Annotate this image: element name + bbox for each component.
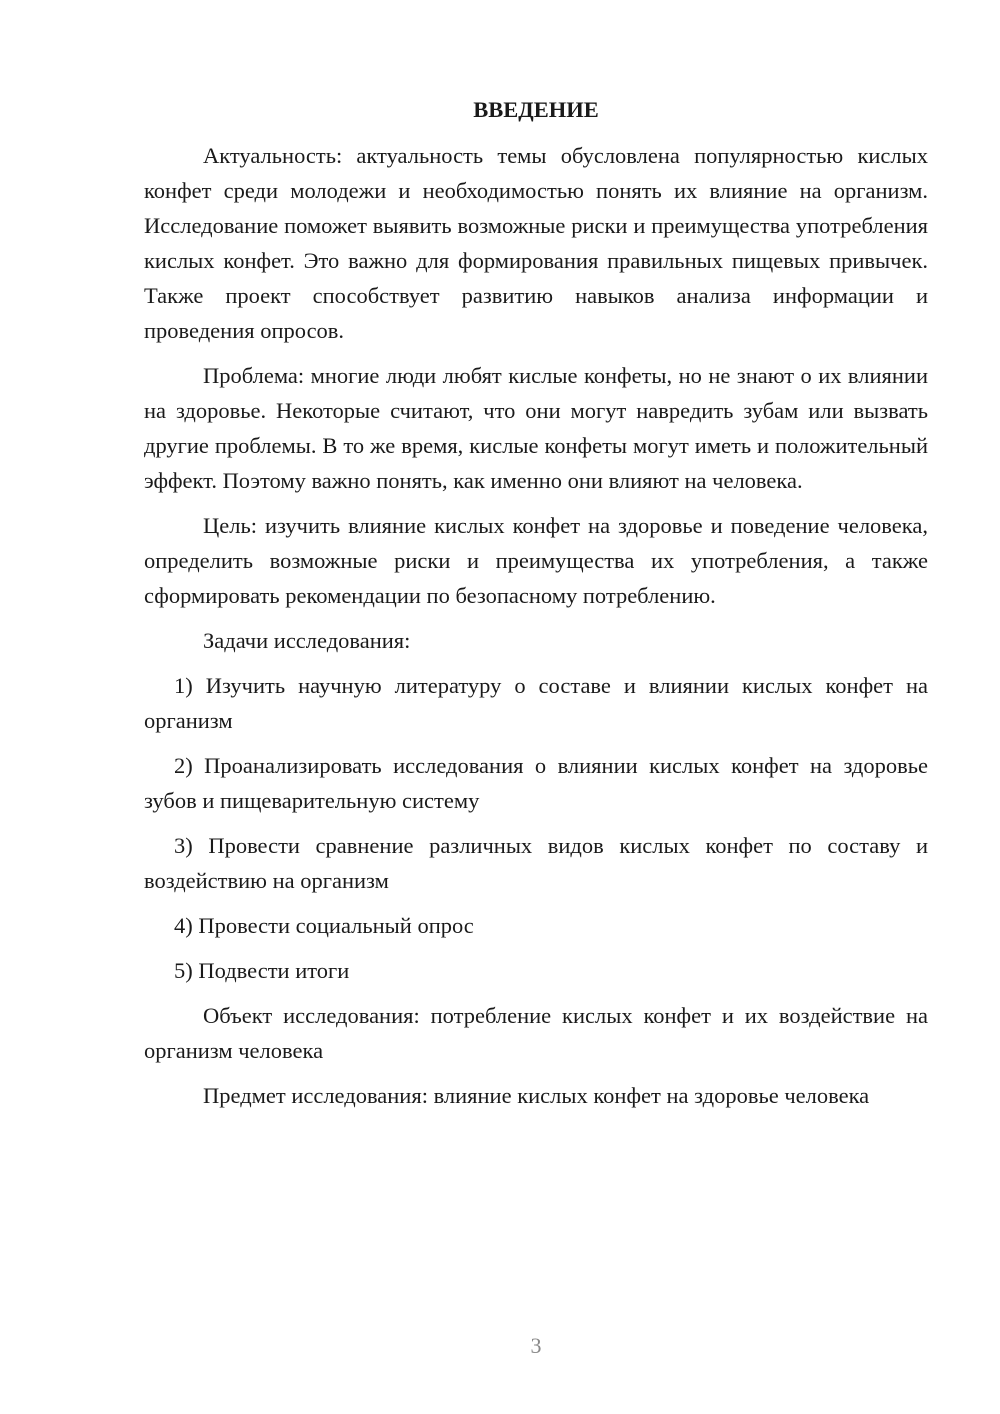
list-item: 1) Изучить научную литературу о составе и влиянии кислых конфет на организм xyxy=(144,673,928,733)
goal-paragraph: Цель: изучить влияние кислых конфет на здоровье и поведение человека, определить возможные риски и преимущества их употребления, а также сформировать рекомендации по безопасному потреблению. xyxy=(144,513,928,608)
subject-paragraph: Предмет исследования: влияние кислых конфет на здоровье человека xyxy=(203,1083,870,1108)
list-item: 2) Проанализировать исследования о влиянии кислых конфет на здоровье зубов и пищеварительную систему xyxy=(144,753,928,813)
list-item: 3) Провести сравнение различных видов кислых конфет по составу и воздействию на организм xyxy=(144,833,928,893)
problem-paragraph: Проблема: многие люди любят кислые конфеты, но не знают о их влиянии на здоровье. Некоторые считают, что они могут навредить зубам или вызвать другие проблемы. В то же время, кислые конфеты могут иметь и положительный эффект. Поэтому важно понять, как именно они влияют на человека. xyxy=(144,363,928,493)
relevance-paragraph: Актуальность: актуальность темы обусловлена популярностью кислых конфет среди молодежи и необходимостью понять их влияние на организм. Исследование поможет выявить возможные риски и преимущества употребления кислых конфет. Это важно для формирования правильных пищевых привычек. Также проект способствует развитию навыков анализа информации и проведения опросов. xyxy=(144,143,928,343)
page-title: ВВЕДЕНИЕ xyxy=(473,97,599,122)
object-paragraph: Объект исследования: потребление кислых конфет и их воздействие на организм человека xyxy=(144,1003,928,1063)
tasks-heading: Задачи исследования: xyxy=(203,628,411,653)
list-item: 5) Подвести итоги xyxy=(174,958,350,983)
page-number: 3 xyxy=(530,1333,542,1358)
tasks-list xyxy=(144,668,928,988)
list-item: 4) Провести социальный опрос xyxy=(174,913,474,938)
document-page xyxy=(144,92,928,1123)
